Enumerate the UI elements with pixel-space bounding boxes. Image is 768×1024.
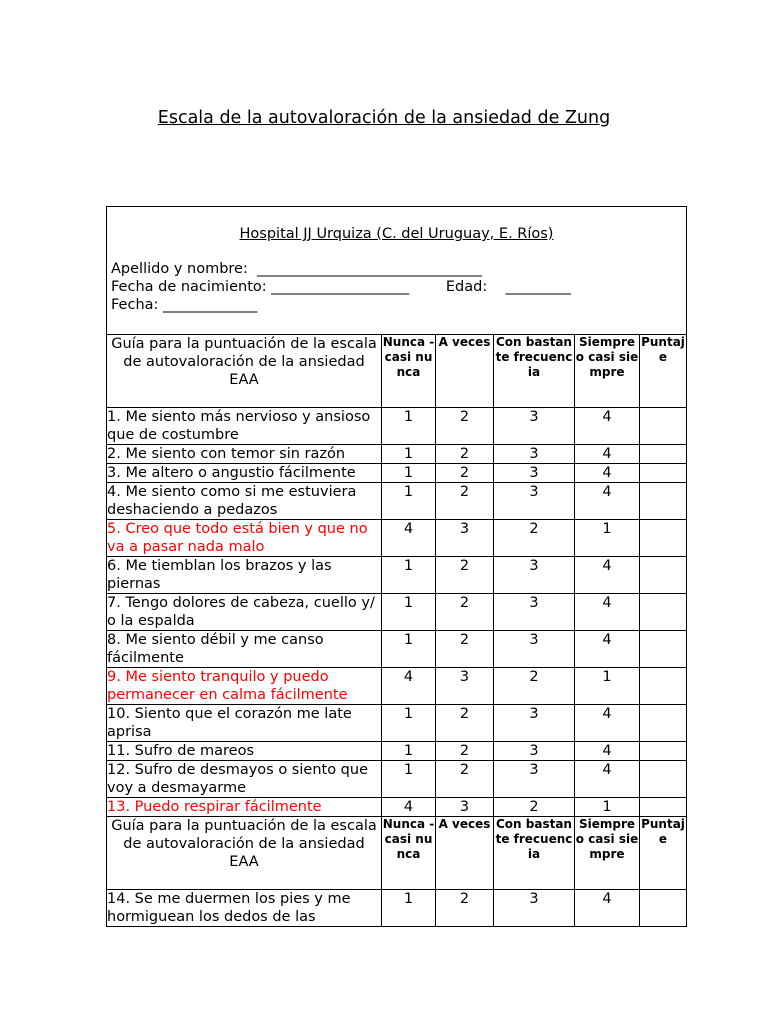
score-option[interactable]: 1 [382,631,436,668]
puntaje-cell[interactable] [640,445,687,464]
score-option[interactable]: 1 [382,761,436,798]
score-option[interactable]: 1 [575,798,640,817]
puntaje-cell[interactable] [640,705,687,742]
page-title: Escala de la autovaloración de la ansiedad de Zung [157,108,611,128]
zung-form-table [106,206,687,927]
column-header: Puntaje [640,817,687,890]
table-row [107,742,687,761]
question-text: 4. Me siento como si me estuviera deshaciendo a pedazos [107,483,382,520]
table-row [107,594,687,631]
table-row [107,631,687,668]
score-option[interactable]: 1 [382,594,436,631]
score-option[interactable]: 1 [575,668,640,705]
score-option[interactable]: 4 [575,594,640,631]
table-row [107,557,687,594]
question-text: 8. Me siento débil y me canso fácilmente [107,631,382,668]
patient-fields [107,260,686,314]
score-option[interactable]: 1 [382,557,436,594]
score-option[interactable]: 1 [382,445,436,464]
puntaje-cell[interactable] [640,483,687,520]
question-text: 2. Me siento con temor sin razón [107,445,382,464]
score-option[interactable]: 4 [382,520,436,557]
score-option[interactable]: 3 [494,761,575,798]
score-option[interactable]: 3 [494,445,575,464]
score-option[interactable]: 3 [494,890,575,927]
column-header: Nunca - casi nunca [382,335,436,408]
puntaje-cell[interactable] [640,761,687,798]
score-option[interactable]: 4 [575,464,640,483]
form-header [107,207,687,335]
column-header: Siempre o casi siempre [575,817,640,890]
table-row [107,668,687,705]
score-option[interactable]: 1 [382,742,436,761]
score-option[interactable]: 4 [382,798,436,817]
score-option[interactable]: 2 [436,705,494,742]
puntaje-cell[interactable] [640,798,687,817]
score-option[interactable]: 4 [575,445,640,464]
score-option[interactable]: 2 [436,742,494,761]
score-option[interactable]: 2 [436,761,494,798]
table-row [107,798,687,817]
fecha-field[interactable]: Fecha: _____________ [111,297,258,313]
question-text: 14. Se me duermen los pies y me hormiguean los dedos de las [107,890,382,927]
question-text: 12. Sufro de desmayos o siento que voy a desmayarme [107,761,382,798]
table-row [107,483,687,520]
question-text: 3. Me altero o angustio fácilmente [107,464,382,483]
score-option[interactable]: 3 [494,594,575,631]
puntaje-cell[interactable] [640,464,687,483]
score-option[interactable]: 3 [494,631,575,668]
score-option[interactable]: 3 [494,705,575,742]
score-option[interactable]: 1 [382,464,436,483]
score-option[interactable]: 3 [494,742,575,761]
table-row [107,408,687,445]
question-text: 5. Creo que todo está bien y que no va a pasar nada malo [107,520,382,557]
table-row [107,445,687,464]
score-option[interactable]: 2 [494,798,575,817]
table-row [107,464,687,483]
score-option[interactable]: 3 [494,408,575,445]
score-option[interactable]: 3 [494,557,575,594]
guide-header-row [107,817,687,890]
score-option[interactable]: 4 [575,742,640,761]
score-option[interactable]: 4 [575,557,640,594]
guide-header-row [107,335,687,408]
question-text: 6. Me tiemblan los brazos y las piernas [107,557,382,594]
score-option[interactable]: 1 [382,705,436,742]
score-option[interactable]: 2 [436,631,494,668]
score-option[interactable]: 2 [494,520,575,557]
form-header-row [107,207,687,335]
column-header: Nunca - casi nunca [382,817,436,890]
column-header: A veces [436,817,494,890]
score-option[interactable]: 4 [575,631,640,668]
question-text: 11. Sufro de mareos [107,742,382,761]
hospital-name: Hospital JJ Urquiza (C. del Uruguay, E. Ríos) [239,226,554,242]
puntaje-cell[interactable] [640,520,687,557]
table-row [107,705,687,742]
puntaje-cell[interactable] [640,631,687,668]
nacimiento-field[interactable]: Fecha de nacimiento: ___________________ Edad: _________ [111,279,571,295]
score-option[interactable]: 2 [436,594,494,631]
score-option[interactable]: 1 [575,520,640,557]
score-option[interactable]: 4 [382,668,436,705]
score-option[interactable]: 2 [494,668,575,705]
score-option[interactable]: 3 [436,798,494,817]
score-option[interactable]: 3 [494,464,575,483]
score-option[interactable]: 3 [436,668,494,705]
score-option[interactable]: 2 [436,557,494,594]
score-option[interactable]: 1 [382,890,436,927]
question-text: 9. Me siento tranquilo y puedo permanecer en calma fácilmente [107,668,382,705]
score-option[interactable]: 4 [575,483,640,520]
score-option[interactable]: 3 [436,520,494,557]
puntaje-cell[interactable] [640,668,687,705]
table-row [107,520,687,557]
question-text: 13. Puedo respirar fácilmente [107,798,382,817]
score-option[interactable]: 1 [382,408,436,445]
column-header: Con bastante frecuencia [494,817,575,890]
column-header: Puntaje [640,335,687,408]
guide-text: Guía para la puntuación de la escala de autovaloración de la ansiedad EAA [107,817,382,890]
puntaje-cell[interactable] [640,557,687,594]
score-option[interactable]: 3 [494,483,575,520]
puntaje-cell[interactable] [640,594,687,631]
score-option[interactable]: 2 [436,483,494,520]
table-row [107,761,687,798]
score-option[interactable]: 4 [575,761,640,798]
puntaje-cell[interactable] [640,890,687,927]
apellido-field[interactable]: Apellido y nombre: _______________________________ [111,261,482,277]
puntaje-cell[interactable] [640,742,687,761]
question-text: 1. Me siento más nervioso y ansioso que de costumbre [107,408,382,445]
puntaje-cell[interactable] [640,408,687,445]
score-option[interactable]: 2 [436,464,494,483]
table-row [107,890,687,927]
score-option[interactable]: 2 [436,408,494,445]
score-option[interactable]: 4 [575,890,640,927]
column-header: A veces [436,335,494,408]
score-option[interactable]: 4 [575,705,640,742]
column-header: Con bastante frecuencia [494,335,575,408]
question-text: 10. Siento que el corazón me late aprisa [107,705,382,742]
score-option[interactable]: 1 [382,483,436,520]
question-text: 7. Tengo dolores de cabeza, cuello y/ o la espalda [107,594,382,631]
score-option[interactable]: 2 [436,890,494,927]
score-option[interactable]: 2 [436,445,494,464]
score-option[interactable]: 4 [575,408,640,445]
guide-text: Guía para la puntuación de la escala de autovaloración de la ansiedad EAA [107,335,382,408]
column-header: Siempre o casi siempre [575,335,640,408]
